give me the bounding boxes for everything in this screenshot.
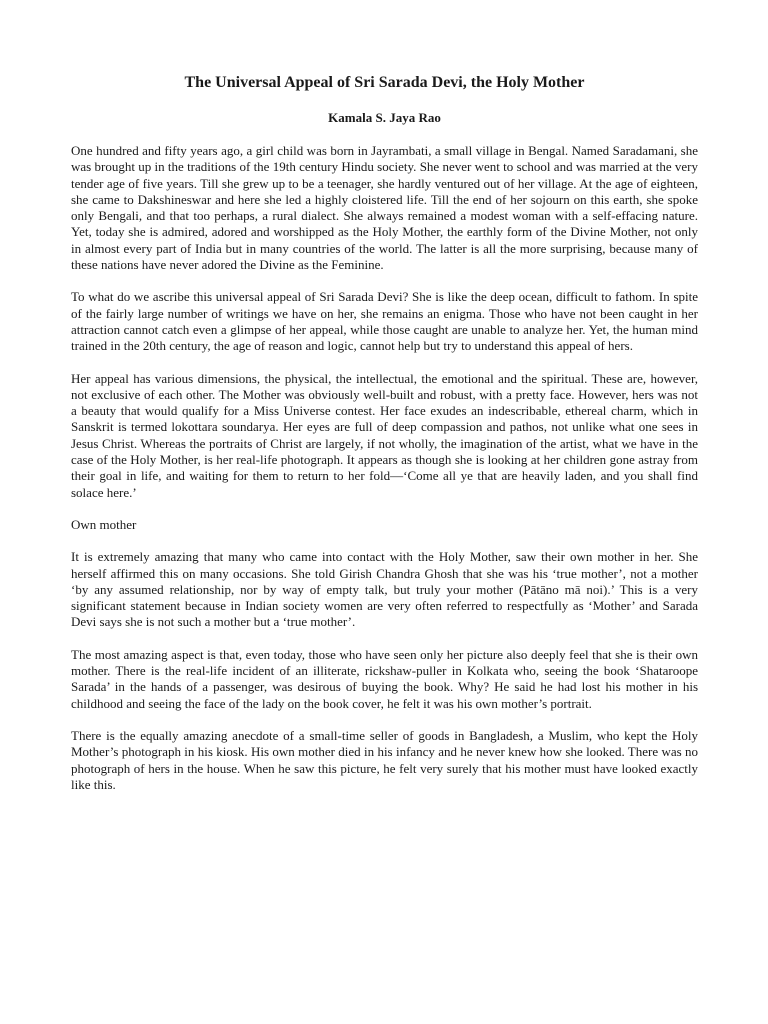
paragraph: The most amazing aspect is that, even today, those who have seen only her picture also deeply feel that she is their own mother. There is the real-life incident of an illiterate, rickshaw-puller in Kolkata who, seeing the book ‘Shataroope Sarada’ in the hands of a passenger, was desirous of buying the book. Why? He said he had lost his mother in his childhood and seeing the face of the lady on the book cover, he felt it was his own mother’s portrait.: [71, 646, 698, 711]
document-page: [71, 73, 698, 793]
document-title: The Universal Appeal of Sri Sarada Devi, the Holy Mother: [184, 74, 585, 91]
paragraph: It is extremely amazing that many who came into contact with the Holy Mother, saw their own mother in her. She herself affirmed this on many occasions. She told Girish Chandra Ghosh that she was his ‘true mother’, not a mother ‘by any assumed relationship, nor by way of empty talk, but truly your mother (Pātāno mā noi).’ This is a very significant statement because in Indian society women are very often referred to respectfully as ‘Mother’ and Sarada Devi says she is not such a mother but a ‘true mother’.: [71, 549, 698, 630]
author-name: Kamala S. Jaya Rao: [328, 110, 441, 125]
paragraph: Her appeal has various dimensions, the physical, the intellectual, the emotional and the spiritual. These are, however, not exclusive of each other. The Mother was obviously well-built and robust, with a pretty face. However, hers was not a beauty that would qualify for a Miss Universe contest. Her face exudes an indescribable, ethereal charm, which in Sanskrit is termed lokottara soundarya. Her eyes are full of deep compassion and pathos, not unlike what one sees in Jesus Christ. Whereas the portraits of Christ are largely, if not wholly, the imagination of the artist, what we have in the case of the Holy Mother, is her real-life photograph. It appears as though she is looking at her children gone astray from their goal in life, and waiting for them to return to her fold—‘Come all ye that are heavily laden, and you shall find solace here.’: [71, 370, 698, 500]
section-heading: Own mother: [71, 516, 137, 532]
paragraph: To what do we ascribe this universal appeal of Sri Sarada Devi? She is like the deep ocean, difficult to fathom. In spite of the fairly large number of writings we have on her, she remains an enigma. Those who have not been caught in her attraction cannot catch even a glimpse of her appeal, while those caught are unable to analyze her. Yet, the human mind trained in the 20th century, the age of reason and logic, cannot help but try to understand this appeal of hers.: [71, 289, 698, 354]
paragraph: One hundred and fifty years ago, a girl child was born in Jayrambati, a small village in Bengal. Named Saradamani, she was brought up in the traditions of the 19th century Hindu society. She never went to school and was married at the very tender age of five years. Till she grew up to be a teenager, she hardly ventured out of her village. At the age of eighteen, she came to Dakshineswar and here she led a highly cloistered life. Till the end of her sojourn on this earth, she spoke only Bengali, and that too perhaps, a rural dialect. She always remained a modest woman with a self-effacing nature. Yet, today she is admired, adored and worshipped as the Holy Mother, the earthly form of the Divine Mother, not only in almost every part of India but in many countries of the world. The latter is all the more surprising, because many of these nations have never adored the Divine as the Feminine.: [71, 143, 698, 273]
paragraph: There is the equally amazing anecdote of a small-time seller of goods in Bangladesh, a Muslim, who kept the Holy Mother’s photograph in his kiosk. His own mother died in his infancy and he never knew how she looked. There was no photograph of hers in the house. When he saw this picture, he felt very surely that his mother must have looked exactly like this.: [71, 727, 698, 792]
